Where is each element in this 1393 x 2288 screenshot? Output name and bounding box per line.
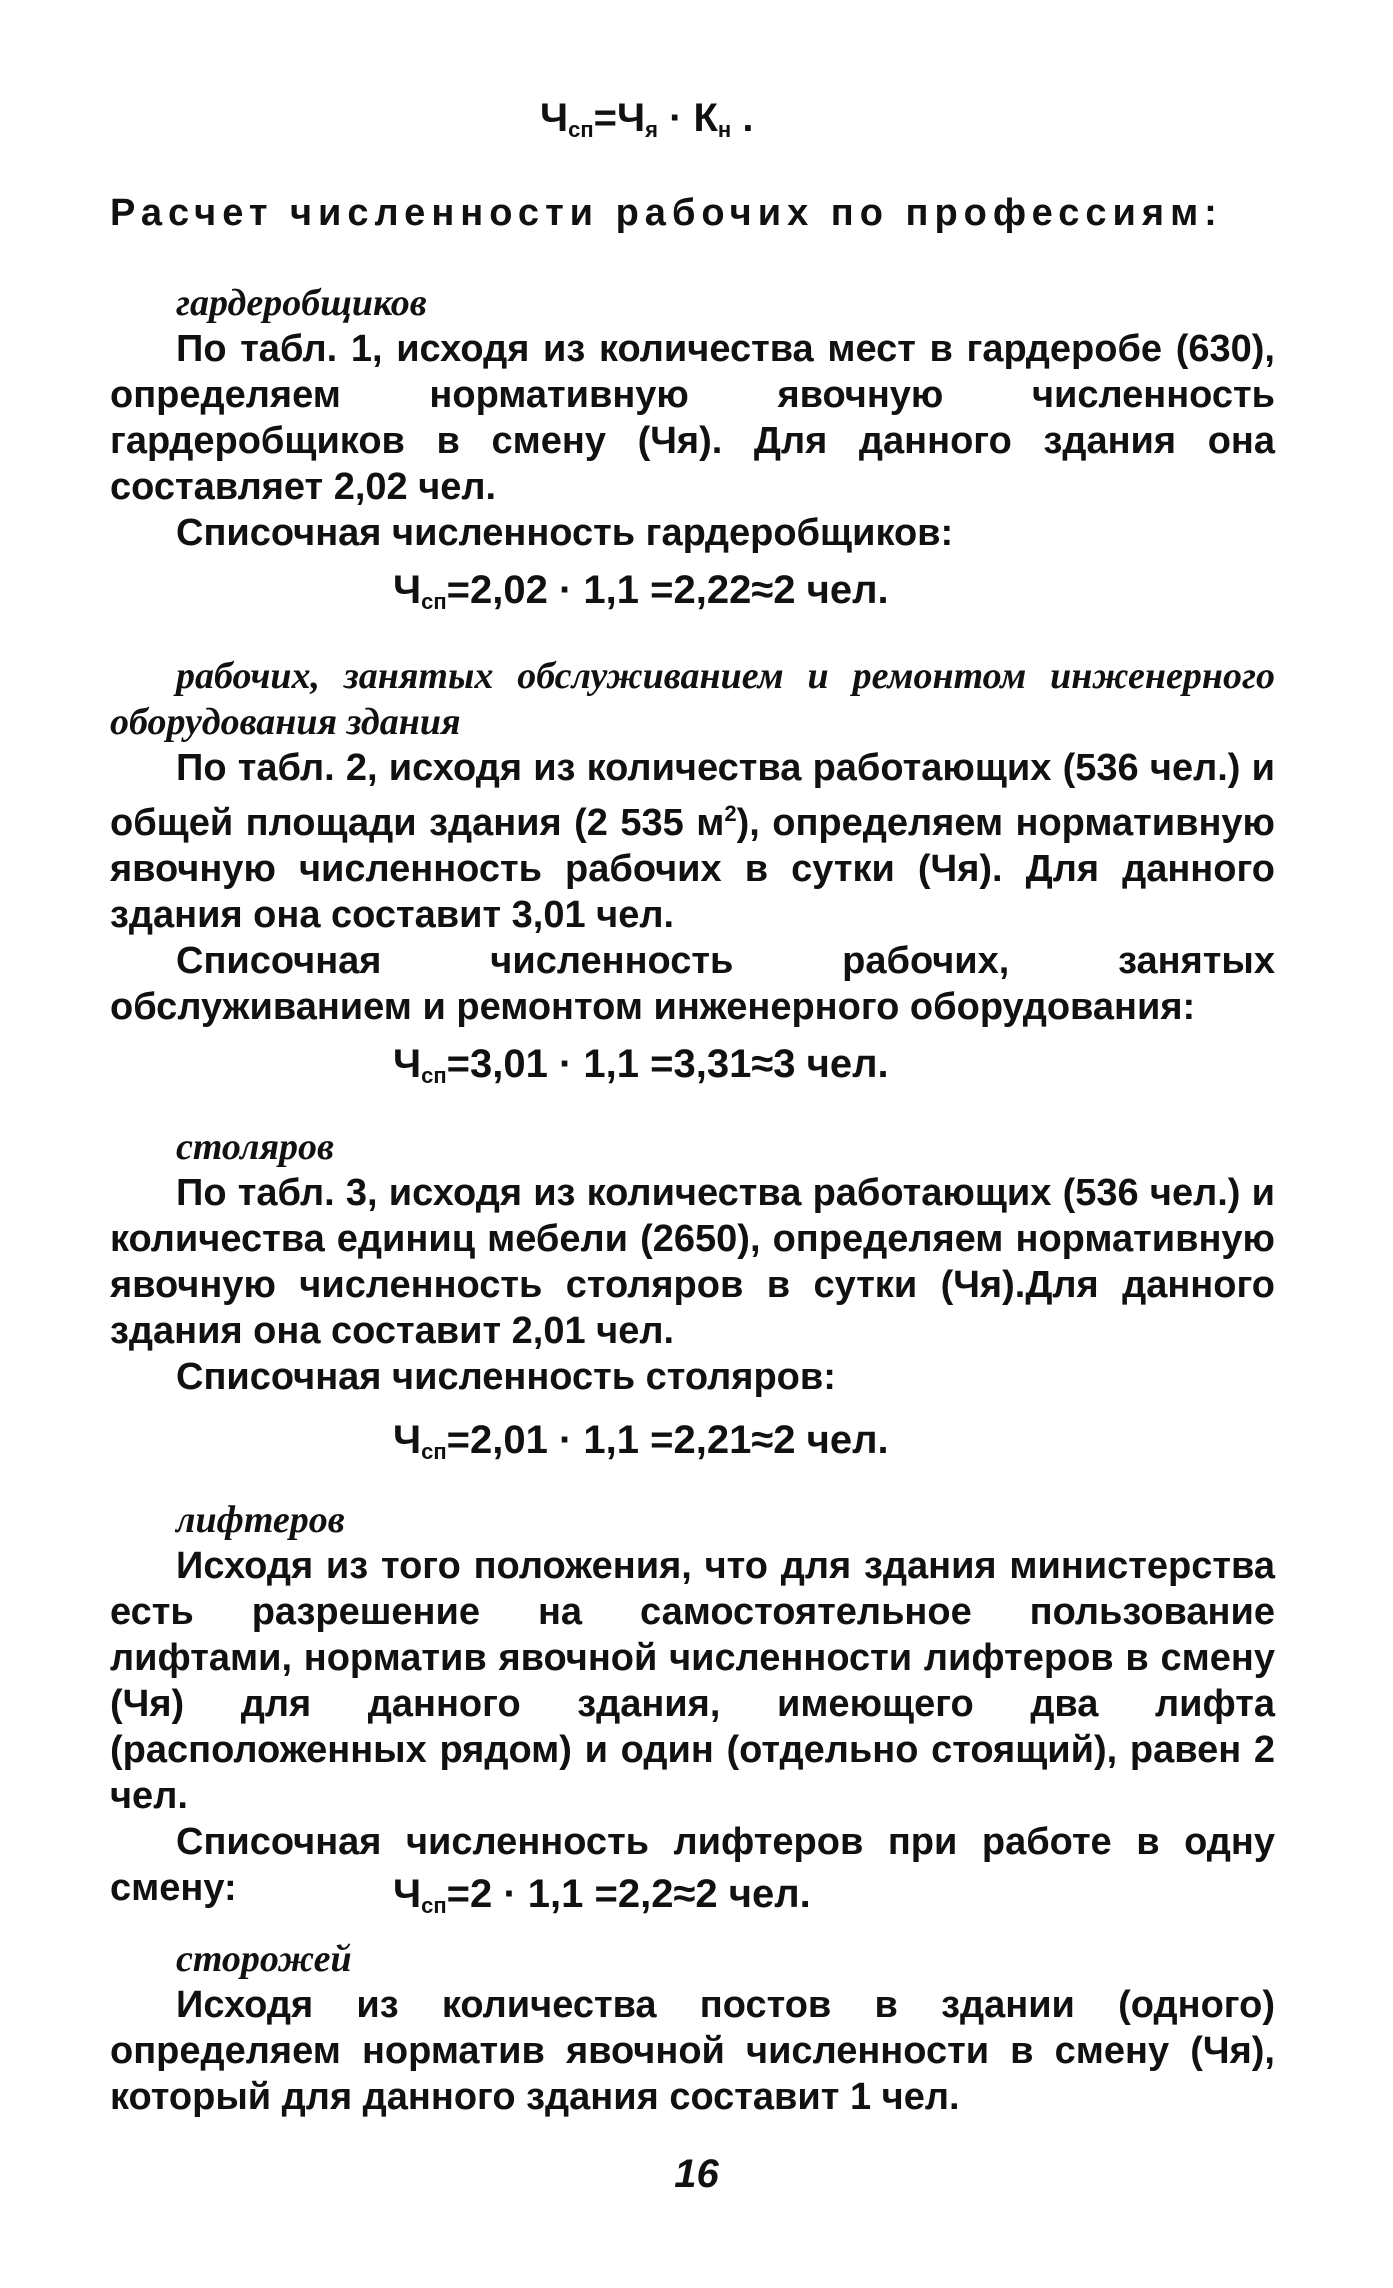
section-heading: Расчет численности рабочих по профессиям: — [110, 192, 1223, 234]
formula-value: =2,01 · 1,1 =2,21≈2 чел. — [446, 1418, 889, 1462]
paragraph — [110, 745, 1275, 938]
subsection-title: лифтеров — [176, 1499, 345, 1541]
paragraph-part: ), определяем нормативную явочную численность рабочих в сутки (Чя). Для данного здания она составит 3,01 чел. — [110, 802, 1276, 936]
subsection-title: рабочих, занятых обслуживанием и ремонтом инженерного оборудования здания — [110, 655, 1275, 743]
section-guards — [110, 1936, 1275, 2120]
formula-subscript: я — [645, 117, 658, 142]
formula-engineering — [393, 1042, 889, 1089]
section-engineering-workers — [110, 653, 1275, 1030]
formula-symbol: Ч — [540, 96, 569, 140]
paragraph: Списочная численность гардеробщиков: — [176, 512, 954, 554]
paragraph: Списочная численность рабочих, занятых обслуживанием и ремонтом инженерного оборудования: — [110, 940, 1275, 1028]
paragraph: Списочная численность лифтеров при работе в одну смену: — [110, 1821, 1275, 1909]
formula-symbol: . — [731, 96, 754, 140]
paragraph: По табл. 1, исходя из количества мест в гардеробе (630), определяем нормативную явочную численность гардеробщиков в смену (Чя). Для данного здания она составляет 2,02 чел. — [110, 328, 1275, 508]
paragraph: По табл. 3, исходя из количества работающих (536 чел.) и количества единиц мебели (2650), определяем нормативную явочную численность столяров в сутки (Чя).Для данного здания она составит 2,01 чел. — [110, 1172, 1275, 1352]
paragraph: Списочная численность столяров: — [176, 1356, 836, 1398]
section-carpenters — [110, 1124, 1275, 1400]
formula-lift-operators — [393, 1872, 811, 1919]
formula-symbol: Ч — [393, 568, 422, 612]
formula-subscript: сп — [421, 1439, 447, 1464]
formula-subscript: сп — [421, 589, 447, 614]
section-lift-operators — [110, 1497, 1275, 1911]
formula-subscript: сп — [568, 117, 594, 142]
formula-symbol: Ч — [393, 1418, 422, 1462]
formula-symbol: Ч — [393, 1872, 422, 1916]
formula-value: =3,01 · 1,1 =3,31≈3 чел. — [446, 1042, 889, 1086]
paragraph-part: По табл. 2, исходя из количества работающих (536 чел.) и общей площади здания (2 535 м — [110, 747, 1275, 844]
formula-main — [540, 96, 753, 143]
formula-subscript: сп — [421, 1893, 447, 1918]
section-cloakroom — [110, 280, 1275, 556]
formula-subscript: сп — [421, 1063, 447, 1088]
subsection-title: столяров — [176, 1126, 335, 1168]
superscript: 2 — [724, 801, 737, 826]
formula-symbol: · К — [657, 96, 718, 140]
formula-symbol: =Ч — [593, 96, 646, 140]
formula-cloakroom — [393, 568, 889, 615]
subsection-title: гардеробщиков — [176, 282, 427, 324]
paragraph: Исходя из того положения, что для здания министерства есть разрешение на самостоятельное пользование лифтами, норматив явочной численности лифтеров в смену (Чя) для данного здания, имеющего два лифта (расположенных рядом) и один (отдельно стоящий), равен 2 чел. — [110, 1545, 1275, 1817]
formula-carpenters — [393, 1418, 889, 1465]
formula-value: =2 · 1,1 =2,2≈2 чел. — [446, 1872, 811, 1916]
paragraph: Исходя из количества постов в здании (одного) определяем норматив явочной численности в смену (Чя), который для данного здания составит 1 чел. — [110, 1984, 1275, 2118]
formula-value: =2,02 · 1,1 =2,22≈2 чел. — [446, 568, 889, 612]
subsection-title: сторожей — [176, 1938, 352, 1980]
formula-subscript: н — [717, 117, 732, 142]
page-number: 16 — [674, 2152, 719, 2196]
formula-symbol: Ч — [393, 1042, 422, 1086]
